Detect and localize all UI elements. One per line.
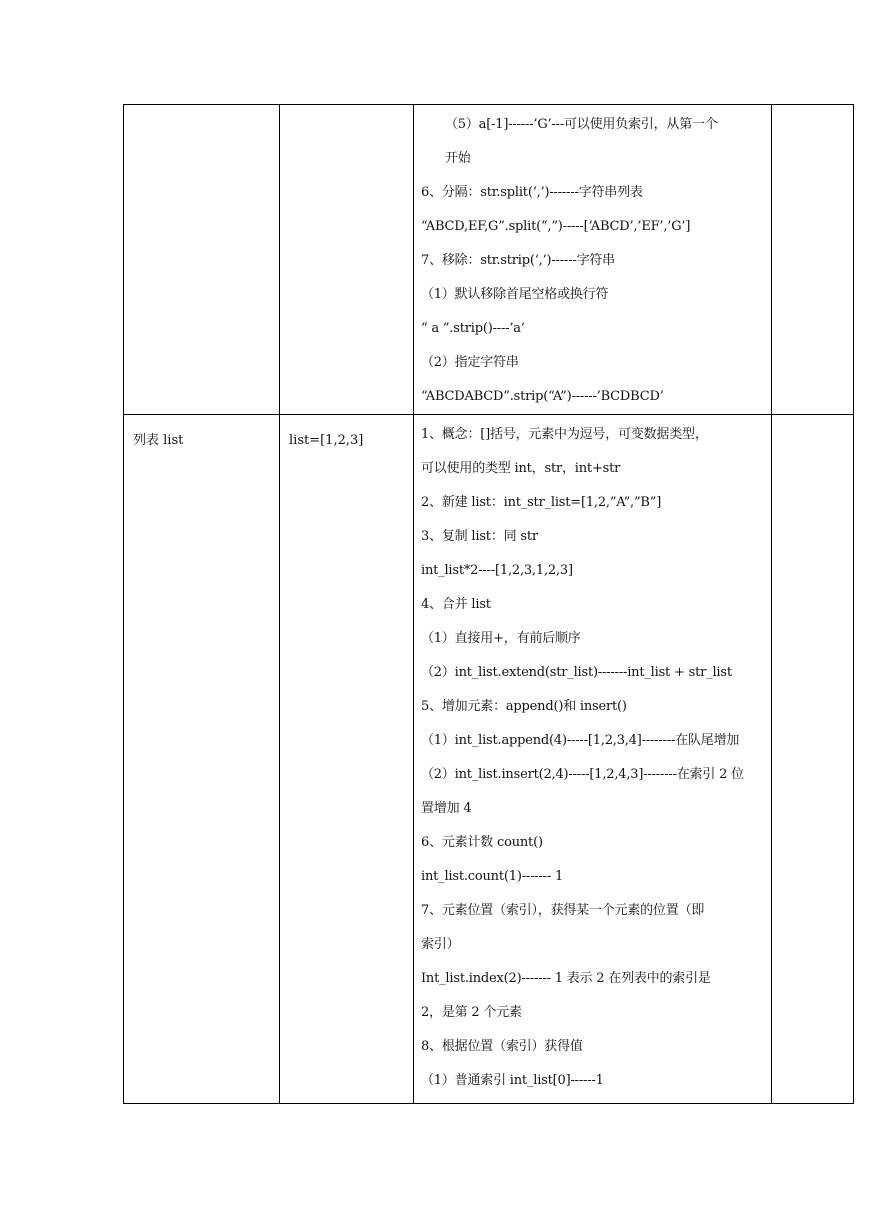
table-row xyxy=(124,415,854,1104)
text-line: 索引） xyxy=(421,937,460,952)
description-lines xyxy=(414,105,771,414)
text-line: int_list*2----[1,2,3,1,2,3] xyxy=(421,563,573,578)
text-line: （2）int_list.extend(str_list)-------int_list + str_list xyxy=(421,665,732,680)
text-line: （1）普通索引 int_list[0]------1 xyxy=(421,1073,604,1088)
text-line: （5）a[-1]------’G’---可以使用负索引，从第一个 xyxy=(445,117,718,132)
topic-cell xyxy=(124,105,280,415)
description-lines xyxy=(414,415,771,1098)
table-row xyxy=(124,105,854,415)
text-line: （1）int_list.append(4)-----[1,2,3,4]--------在队尾增加 xyxy=(421,733,740,748)
text-line: int_list.count(1)------- 1 xyxy=(421,869,564,884)
topic-cell: 列表 list xyxy=(124,415,280,1104)
text-line: 6、分隔：str.split(‘,’)-------字符串列表 xyxy=(421,185,643,200)
text-line: （2）指定字符串 xyxy=(421,355,519,370)
text-line: （1）默认移除首尾空格或换行符 xyxy=(421,287,609,302)
text-line: 1、概念：[]括号，元素中为逗号，可变数据类型， xyxy=(421,427,708,442)
text-line: （1）直接用+，有前后顺序 xyxy=(421,631,581,646)
example-cell: list=[1,2,3] xyxy=(280,415,414,1104)
text-line: 2，是第 2 个元素 xyxy=(421,1005,522,1020)
text-line: 4、合并 list xyxy=(421,597,491,612)
description-cell xyxy=(414,105,772,415)
text-line: 7、元素位置（索引），获得某一个元素的位置（即 xyxy=(421,903,705,918)
example-cell xyxy=(280,105,414,415)
notes-table xyxy=(123,104,854,1104)
text-line: 可以使用的类型 int，str，int+str xyxy=(421,461,621,476)
text-line: 2、新建 list：int_str_list=[1,2,”A”,”B”] xyxy=(421,495,662,510)
text-line: 8、根据位置（索引）获得值 xyxy=(421,1039,583,1054)
text-line: 置增加 4 xyxy=(421,801,472,816)
text-line: （2）int_list.insert(2,4)-----[1,2,4,3]--------在索引 2 位 xyxy=(421,767,744,782)
text-line: 7、移除：str.strip(‘,’)------字符串 xyxy=(421,253,615,268)
text-line: Int_list.index(2)------- 1 表示 2 在列表中的索引是 xyxy=(421,971,711,986)
text-line: 6、元素计数 count() xyxy=(421,835,543,850)
text-line: 开始 xyxy=(445,151,471,166)
text-line: 3、复制 list：同 str xyxy=(421,529,538,544)
text-line: “ABCD,EF,G”.split(“,”)-----[‘ABCD’,’EF’,’G’] xyxy=(421,219,691,234)
text-line: “ABCDABCD”.strip(“A”)------’BCDBCD’ xyxy=(421,389,664,404)
description-cell xyxy=(414,415,772,1104)
remark-cell xyxy=(772,105,854,415)
remark-cell xyxy=(772,415,854,1104)
text-line: “ a ”.strip()----’a’ xyxy=(421,321,525,336)
text-line: 5、增加元素：append()和 insert() xyxy=(421,699,627,714)
